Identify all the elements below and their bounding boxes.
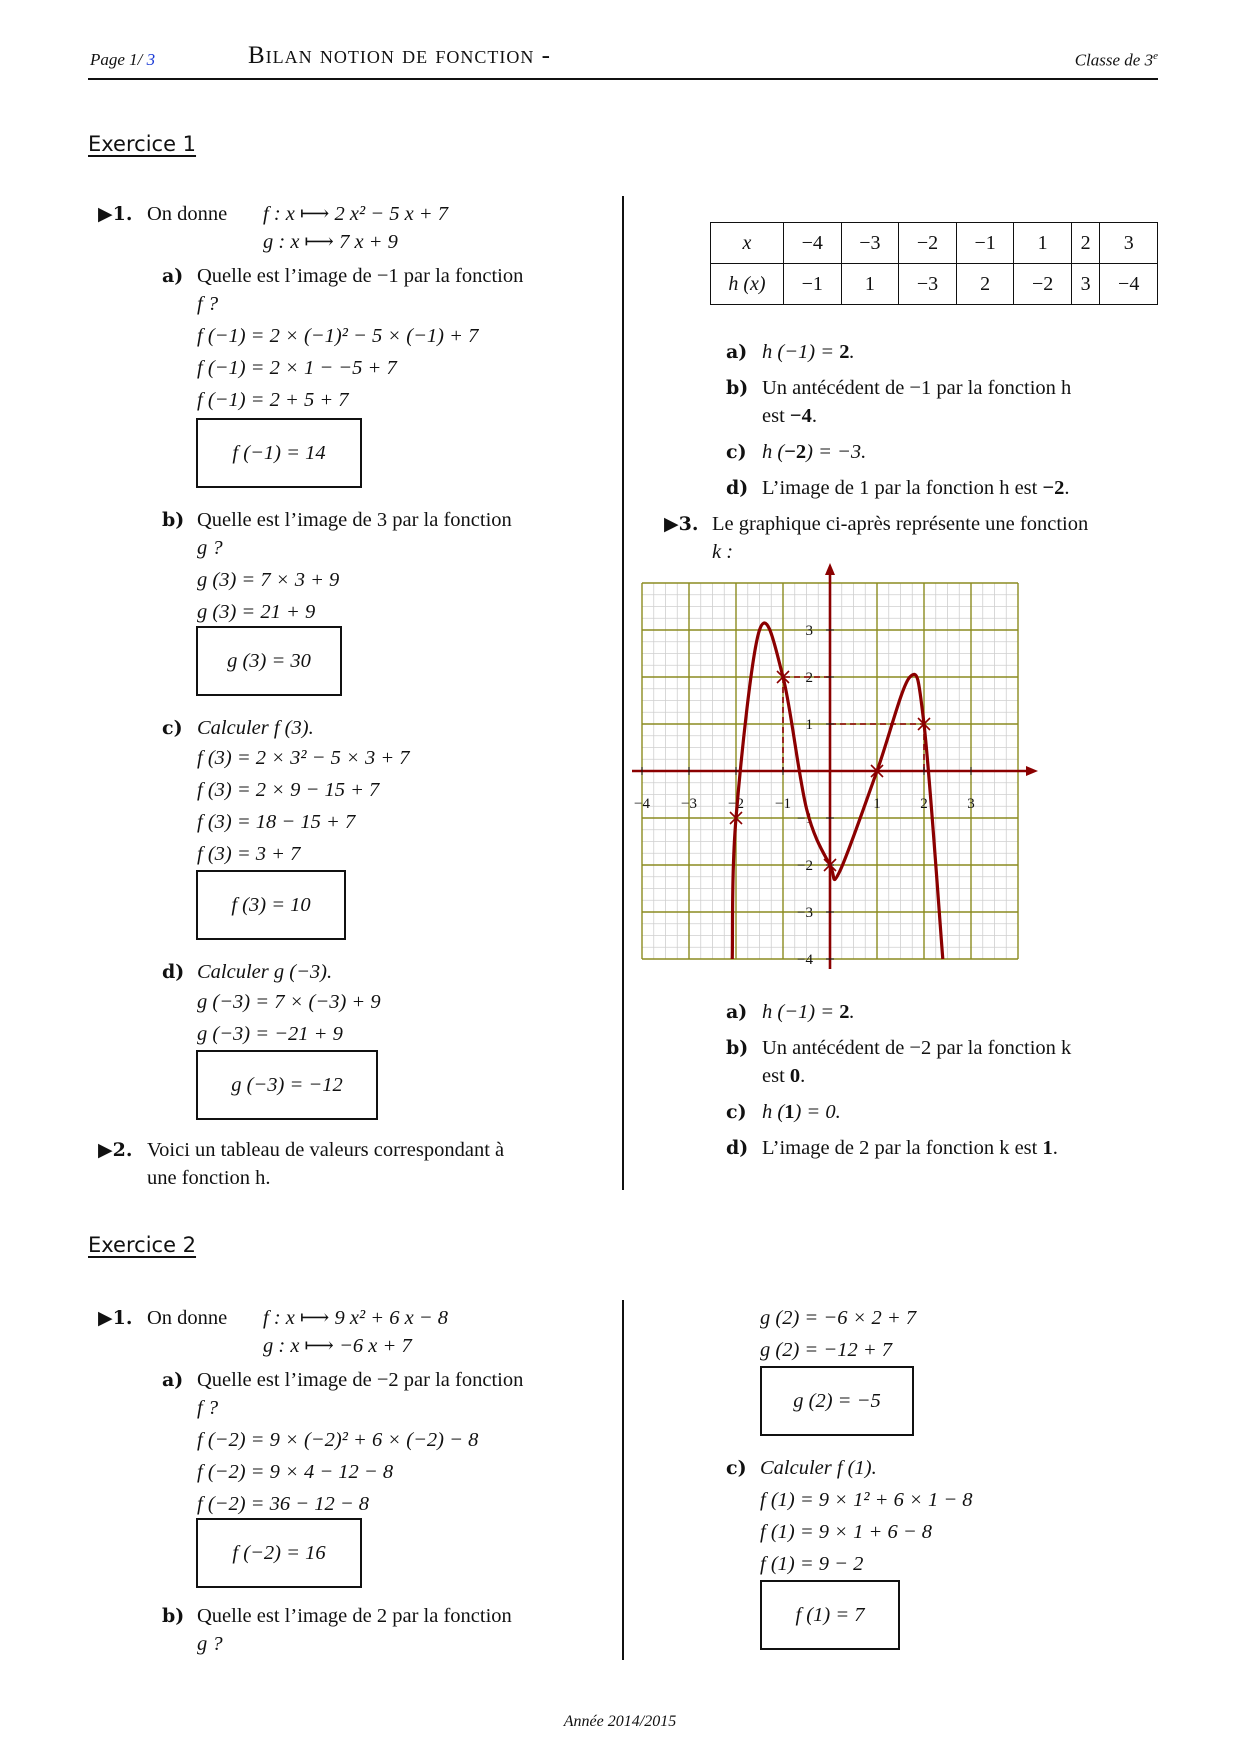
q1c-question: Calculer f (3). xyxy=(197,717,314,739)
footer-year: Année 2014/2015 xyxy=(563,1713,677,1730)
curve-k xyxy=(732,623,943,959)
page-label: Page 1/ xyxy=(90,50,143,69)
axes xyxy=(632,563,1038,969)
function-graph xyxy=(634,570,1140,990)
ex2-q1a-result-box: f (−2) = 16 xyxy=(196,1518,362,1588)
q3a-answer: h (−1) = 2. xyxy=(762,1001,855,1023)
q3b-answer: Un antécédent de −2 par la fonction k xyxy=(762,1037,1072,1059)
table-cell: −3 xyxy=(899,264,957,305)
q3-text: Le graphique ci-après représente une fonction xyxy=(712,513,1089,535)
q1d-step: g (−3) = −21 + 9 xyxy=(197,1023,343,1045)
q3c-answer: h (1) = 0. xyxy=(762,1101,841,1123)
y-tick-label: 2 xyxy=(805,670,813,686)
values-table xyxy=(710,222,1158,305)
q3-number: ▶3. xyxy=(664,513,699,535)
table-cell: −3 xyxy=(841,223,899,264)
q1-intro: On donne xyxy=(147,203,228,225)
class-label: Classe de 3e xyxy=(1074,50,1158,70)
q2b-answer-end: est −4. xyxy=(762,405,817,427)
q1c-step: f (3) = 3 + 7 xyxy=(197,843,301,865)
q1a-label: a) xyxy=(162,265,184,287)
ex2-q1a-label: a) xyxy=(162,1369,184,1391)
table-cell: 3 xyxy=(1071,264,1099,305)
table-cell: x xyxy=(711,223,784,264)
ex2-q1a-question-end: f ? xyxy=(197,1397,219,1419)
q2c-label: c) xyxy=(726,441,747,463)
column-divider xyxy=(622,196,624,1190)
q1b-result-box: g (3) = 30 xyxy=(196,626,342,696)
table-cell: −1 xyxy=(784,264,842,305)
q1c-label: c) xyxy=(162,717,183,739)
ex2-q1a-step: f (−2) = 9 × (−2)² + 6 × (−2) − 8 xyxy=(197,1429,479,1451)
q1b-step: g (3) = 21 + 9 xyxy=(197,601,316,623)
table-row xyxy=(711,264,1158,305)
ex2-g-definition: g : x ⟼ −6 x + 7 xyxy=(263,1335,412,1357)
q1b-question-end: g ? xyxy=(197,537,223,559)
x-tick-label: −4 xyxy=(634,796,650,812)
table-cell: −4 xyxy=(784,223,842,264)
q3b-label: b) xyxy=(726,1037,749,1059)
q1b-label: b) xyxy=(162,509,185,531)
table-cell: 3 xyxy=(1100,223,1158,264)
ex2-q1c-question: Calculer f (1). xyxy=(760,1457,877,1479)
table-cell: −4 xyxy=(1100,264,1158,305)
q1d-question: Calculer g (−3). xyxy=(197,961,333,983)
table-cell: h (x) xyxy=(711,264,784,305)
document-title: Bilan notion de fonction - xyxy=(248,42,551,69)
q2b-answer: Un antécédent de −1 par la fonction h xyxy=(762,377,1072,399)
y-tick-label: −4 xyxy=(797,952,813,968)
q2-text: Voici un tableau de valeurs correspondant à xyxy=(147,1139,505,1161)
x-tick-label: −2 xyxy=(728,796,744,812)
ex2-q1b-label: b) xyxy=(162,1605,185,1627)
y-tick-label: 3 xyxy=(805,623,813,639)
q1b-step: g (3) = 7 × 3 + 9 xyxy=(197,569,340,591)
q1c-step: f (3) = 2 × 3² − 5 × 3 + 7 xyxy=(197,747,410,769)
exercise-1-title: Exercice 1 xyxy=(88,132,197,156)
ex2-q1b-step: g (2) = −6 × 2 + 7 xyxy=(760,1307,917,1329)
q1d-step: g (−3) = 7 × (−3) + 9 xyxy=(197,991,381,1013)
q1c-step: f (3) = 2 × 9 − 15 + 7 xyxy=(197,779,380,801)
ex2-q1c-step: f (1) = 9 − 2 xyxy=(760,1553,864,1575)
q1a-step: f (−1) = 2 × (−1)² − 5 × (−1) + 7 xyxy=(197,325,479,347)
q2d-label: d) xyxy=(726,477,749,499)
q1a-step: f (−1) = 2 × 1 − −5 + 7 xyxy=(197,357,397,379)
q1a-step: f (−1) = 2 + 5 + 7 xyxy=(197,389,349,411)
x-tick-label: 3 xyxy=(967,796,975,812)
x-tick-label: −1 xyxy=(775,796,791,812)
ex2-q1c-step: f (1) = 9 × 1 + 6 − 8 xyxy=(760,1521,933,1543)
column-divider xyxy=(622,1300,624,1660)
table-cell: 2 xyxy=(1071,223,1099,264)
ex2-q1b-question: Quelle est l’image de 2 par la fonction xyxy=(197,1605,512,1627)
ex2-q1a-step: f (−2) = 9 × 4 − 12 − 8 xyxy=(197,1461,394,1483)
header-rule xyxy=(88,78,1158,80)
y-tick-label: 1 xyxy=(805,717,813,733)
q3c-label: c) xyxy=(726,1101,747,1123)
ex2-q1b-question-end: g ? xyxy=(197,1633,223,1655)
y-tick-label: −1 xyxy=(797,811,813,827)
q1c-step: f (3) = 18 − 15 + 7 xyxy=(197,811,356,833)
table-cell: 1 xyxy=(1014,223,1072,264)
ex2-q1c-result-box: f (1) = 7 xyxy=(760,1580,900,1650)
q3b-answer-end: est 0. xyxy=(762,1065,806,1087)
table-cell: −2 xyxy=(899,223,957,264)
q2a-label: a) xyxy=(726,341,748,363)
x-tick-label: −3 xyxy=(681,796,697,812)
q1b-question: Quelle est l’image de 3 par la fonction xyxy=(197,509,512,531)
q3d-label: d) xyxy=(726,1137,749,1159)
table-row xyxy=(711,223,1158,264)
q2-text-end: une fonction h. xyxy=(147,1167,271,1189)
ex2-q1b-result-box: g (2) = −5 xyxy=(760,1366,914,1436)
q2d-answer: L’image de 1 par la fonction h est −2. xyxy=(762,477,1070,499)
ex2-q1a-step: f (−2) = 36 − 12 − 8 xyxy=(197,1493,370,1515)
ex2-q1c-label: c) xyxy=(726,1457,747,1479)
ex2-q1a-question: Quelle est l’image de −2 par la fonction xyxy=(197,1369,524,1391)
x-tick-label: 1 xyxy=(873,796,881,812)
exercise-2-title: Exercice 2 xyxy=(88,1233,197,1257)
g-definition: g : x ⟼ 7 x + 9 xyxy=(263,231,398,253)
ex2-q1b-step: g (2) = −12 + 7 xyxy=(760,1339,893,1361)
y-tick-label: −2 xyxy=(797,858,813,874)
x-axis-arrow xyxy=(1026,766,1038,776)
ex2-q1c-step: f (1) = 9 × 1² + 6 × 1 − 8 xyxy=(760,1489,973,1511)
f-definition: f : x ⟼ 2 x² − 5 x + 7 xyxy=(263,203,449,225)
q1a-question: Quelle est l’image de −1 par la fonction xyxy=(197,265,524,287)
q1d-result-box: g (−3) = −12 xyxy=(196,1050,378,1120)
q1a-question-end: f ? xyxy=(197,293,219,315)
table-cell: −2 xyxy=(1014,264,1072,305)
q3d-answer: L’image de 2 par la fonction k est 1. xyxy=(762,1137,1058,1159)
q1d-label: d) xyxy=(162,961,185,983)
q1a-result-box: f (−1) = 14 xyxy=(196,418,362,488)
page-total-link[interactable]: 3 xyxy=(146,50,156,69)
q2a-answer: h (−1) = 2. xyxy=(762,341,855,363)
q2b-label: b) xyxy=(726,377,749,399)
table-cell: −1 xyxy=(956,223,1014,264)
ex2-q1-number: ▶1. xyxy=(98,1307,133,1329)
x-tick-label: 2 xyxy=(920,796,928,812)
q1-number: ▶1. xyxy=(98,203,133,225)
q2-number: ▶2. xyxy=(98,1139,133,1161)
table-cell: 1 xyxy=(841,264,899,305)
q2c-answer: h (−2) = −3. xyxy=(762,441,867,463)
ex2-f-definition: f : x ⟼ 9 x² + 6 x − 8 xyxy=(263,1307,449,1329)
q3-text-end: k : xyxy=(712,541,734,563)
q1c-result-box: f (3) = 10 xyxy=(196,870,346,940)
q3a-label: a) xyxy=(726,1001,748,1023)
ex2-q1-intro: On donne xyxy=(147,1307,228,1329)
y-axis-arrow xyxy=(825,563,835,575)
y-tick-label: −3 xyxy=(797,905,813,921)
page-indicator xyxy=(90,50,155,70)
table-cell: 2 xyxy=(956,264,1014,305)
